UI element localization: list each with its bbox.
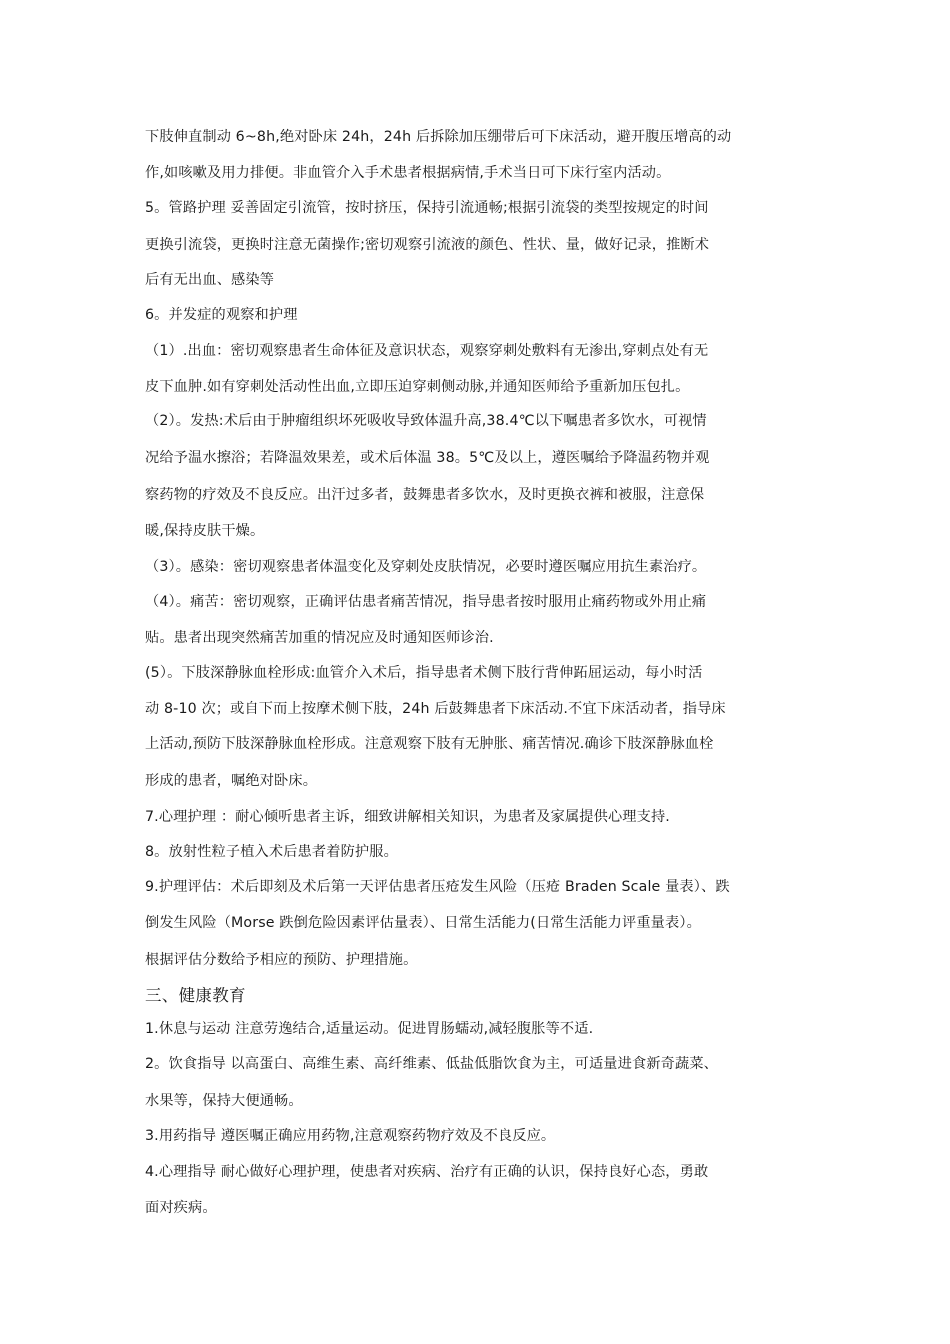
text-line: 1.休息与运动 注意劳逸结合,适量运动。促进胃肠蠕动,减轻腹胀等不适. xyxy=(145,1021,594,1037)
text-line: 2。饮食指导 以高蛋白、高维生素、高纤维素、低盐低脂饮食为主，可适量进食新奇蔬菜、 xyxy=(145,1056,719,1072)
text-line: 更换引流袋，更换时注意无菌操作;密切观察引流液的颜色、性状、量，做好记录，推断术 xyxy=(145,237,710,253)
text-line: 况给予温水擦浴；若降温效果差，或术后体温 38。5℃及以上，遵医嘱给予降温药物并观 xyxy=(145,450,710,466)
text-line: 根据评估分数给予相应的预防、护理措施。 xyxy=(145,952,418,968)
text-line: (5）。下肢深静脉血栓形成:血管介入术后，指导患者术侧下肢行背伸跖屈运动，每小时活 xyxy=(145,665,703,681)
text-line: 察药物的疗效及不良反应。出汗过多者，鼓舞患者多饮水，及时更换衣裤和被服，注意保 xyxy=(145,487,705,503)
text-line: 面对疾病。 xyxy=(145,1200,217,1216)
text-line: 下肢伸直制动 6~8h,绝对卧床 24h，24h 后拆除加压绷带后可下床活动，避开腹压增高的动 xyxy=(145,129,732,145)
text-line: （3）。感染：密切观察患者体温变化及穿刺处皮肤情况，必要时遵医嘱应用抗生素治疗。 xyxy=(145,559,707,575)
text-line: 贴。患者出现突然痛苦加重的情况应及时通知医师诊治. xyxy=(145,630,494,646)
text-line: 水果等，保持大便通畅。 xyxy=(145,1093,303,1109)
text-line: 9.护理评估：术后即刻及术后第一天评估患者压疮发生风险（压疮 Braden Scale 量表）、跌 xyxy=(145,879,730,895)
text-line: （2）。发热:术后由于肿瘤组织坏死吸收导致体温升高,38.4℃以下嘱患者多饮水，可视情 xyxy=(145,413,707,429)
text-line: （4）。痛苦：密切观察，正确评估患者痛苦情况，指导患者按时服用止痛药物或外用止痛 xyxy=(145,594,707,610)
text-line: 5。管路护理 妥善固定引流管，按时挤压，保持引流通畅;根据引流袋的类型按规定的时间 xyxy=(145,200,709,216)
section-heading: 6。并发症的观察和护理 xyxy=(145,307,298,323)
text-line: 皮下血肿.如有穿刺处活动性出血,立即压迫穿刺侧动脉,并通知医师给予重新加压包扎。 xyxy=(145,379,690,395)
text-line: 上活动,预防下肢深静脉血栓形成。注意观察下肢有无肿胀、痛苦情况.确诊下肢深静脉血栓 xyxy=(145,736,714,752)
text-line: 3.用药指导 遵医嘱正确应用药物,注意观察药物疗效及不良反应。 xyxy=(145,1128,556,1144)
text-line: 4.心理指导 耐心做好心理护理，使患者对疾病、治疗有正确的认识，保持良好心态，勇敢 xyxy=(145,1164,709,1180)
text-line: 作,如咳嗽及用力排便。非血管介入手术患者根据病情,手术当日可下床行室内活动。 xyxy=(145,165,671,181)
text-line: （1）.出血：密切观察患者生命体征及意识状态，观察穿刺处敷料有无渗出,穿刺点处有无 xyxy=(145,343,709,359)
text-line: 7.心理护理 ：耐心倾听患者主诉，细致讲解相关知识，为患者及家属提供心理支持. xyxy=(145,809,670,825)
text-line: 形成的患者，嘱绝对卧床。 xyxy=(145,773,318,789)
text-line: 暖,保持皮肤干燥。 xyxy=(145,523,265,539)
text-line: 动 8-10 次；或自下而上按摩术侧下肢，24h 后鼓舞患者下床活动.不宜下床活动者，指导床 xyxy=(145,701,726,717)
section-heading: 三、健康教育 xyxy=(145,986,246,1005)
text-line: 8。放射性粒子植入术后患者着防护服。 xyxy=(145,844,398,860)
text-line: 后有无出血、感染等 xyxy=(145,272,275,288)
text-line: 倒发生风险（Morse 跌倒危险因素评估量表）、日常生活能力(日常生活能力评重量表）。 xyxy=(145,915,701,931)
